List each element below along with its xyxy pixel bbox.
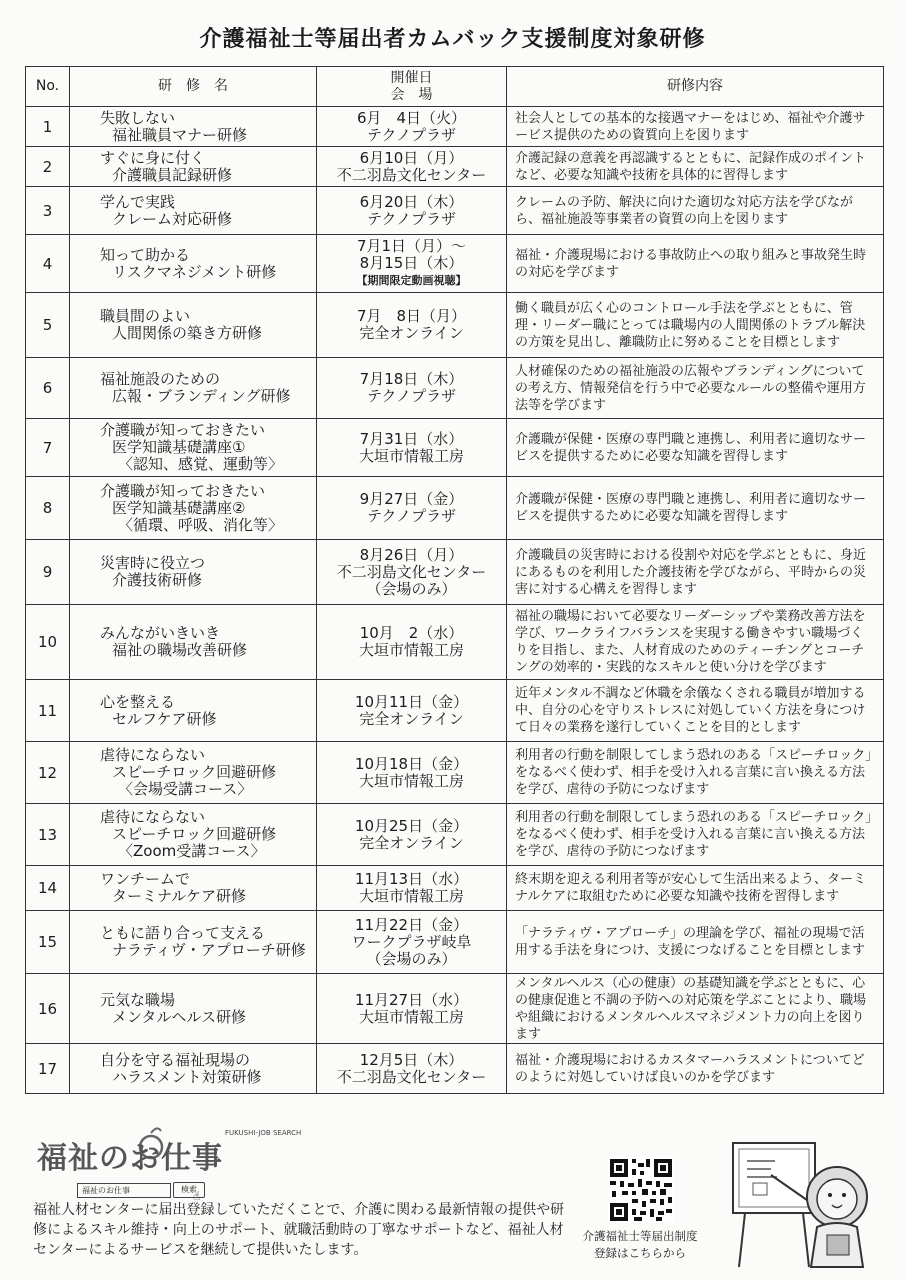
qr-code-icon [608,1157,674,1223]
date-venue [317,605,507,680]
header-date [317,67,507,107]
course-name [70,605,317,680]
footer-text: 福祉人材センターに届出登録していただくことで、介護に関わる最新情報の提供や研修によるスキル維持・向上のサポート、就職活動時の丁寧なサポートなど、福祉人材センターによるサービスを継続して提供いたします。 [33,1202,565,1258]
footer [25,1125,883,1275]
course-name-line-1: 失敗しない [100,108,176,127]
row-number: 1 [26,107,70,147]
course-name-line-1: 福祉施設のための [100,370,221,388]
course-name-line-1: 虐待にならない [100,808,206,826]
course-name-line-1: 職員間のよい [100,307,191,325]
course-date: 10月11日（金） [354,692,469,711]
course-date: 11月13日（水） [354,870,469,888]
course-date: 7月 8日（月） [356,307,467,325]
header-name: 研 修 名 [70,67,317,107]
course-name-line-3: 〈Zoom受講コース〉 [118,842,266,860]
course-name-line-2: スピーチロック回避研修 [112,825,277,843]
course-description: 利用者の行動を制限してしまう恐れのある「スピーチロック」をなるべく使わず、相手を受け入れる言葉に言い換える方法を学び、虐待の予防につなげます [507,742,884,804]
course-date: 6月 4日（火） [356,108,467,127]
row-number: 9 [26,540,70,605]
table-row [26,419,884,477]
course-description: 近年メンタル不調など休職を余儀なくされる職員が増加する中、自分の心を守りストレスに対処していく方法を身につけて日々の業務を遂行していくことを目的とします [507,680,884,742]
course-name-line-2: 人間関係の築き方研修 [112,324,263,342]
course-date: 11月22日（金） [354,915,469,934]
lion-mascot-icon [725,1135,873,1273]
table-header-row [26,67,884,107]
course-description: 利用者の行動を制限してしまう恐れのある「スピーチロック」をなるべく使わず、相手を受け入れる言葉に言い換える方法を学び、虐待の予防につなげます [507,804,884,866]
fukushi-logo: 福祉のお仕事 [37,1141,223,1176]
header-date-line: 開催日 [390,69,433,86]
course-venue-note: （会場のみ） [366,579,457,598]
course-name-line-2: スピーチロック回避研修 [112,763,277,781]
course-name-line-1: ワンチームで [100,870,191,888]
course-description: 終末期を迎える利用者等が安心して生活出来るよう、ターミナルケアに取組むために必要な知識や技術を習得します [507,866,884,911]
date-venue [317,107,507,147]
row-number: 12 [26,742,70,804]
course-name-line-2: 医学知識基礎講座① [112,438,246,456]
row-number: 8 [26,477,70,540]
logo-roman-text: FUKUSHI-JOB SEARCH [225,1129,302,1137]
course-name-line-2: 広報・ブランディング研修 [112,387,291,405]
course-date: 10月25日（金） [354,816,469,835]
course-name [70,419,317,477]
table-row [26,1044,884,1094]
course-description: 福祉・介護現場における事故防止への取り組みと事故発生時の対応を学びます [507,235,884,293]
course-date: 12月5日（木） [359,1050,464,1069]
course-name-line-2: メンタルヘルス研修 [112,1007,246,1026]
date-venue [317,187,507,235]
course-name-line-2: クレーム対応研修 [112,209,233,228]
document-title: 介護福祉士等届出者カムバック支援制度対象研修 [199,27,706,52]
table-row [26,293,884,358]
header-desc: 研修内容 [507,67,884,107]
course-name-line-2: 福祉職員マナー研修 [112,125,248,144]
course-name [70,293,317,358]
course-venue: 不二羽島文化センター [336,562,487,581]
course-venue: 完全オンライン [359,324,464,342]
row-number: 14 [26,866,70,911]
course-venue: 不二羽島文化センター [336,1067,487,1086]
course-date: 11月27日（水） [354,990,469,1009]
course-name [70,974,317,1044]
course-description: メンタルヘルス（心の健康）の基礎知識を学ぶとともに、心の健康促進と不調の予防への対応策を学ぶことにより、職場や組織におけるメンタルヘルスマネジメント力の向上を図ります [507,974,884,1044]
search-box: 福祉のお仕事 [77,1183,171,1198]
row-number: 17 [26,1044,70,1094]
course-description: クレームの予防、解決に向けた適切な対応方法を学びながら、福祉施設等事業者の資質の向上を図ります [507,187,884,235]
header-no: No. [26,67,70,107]
table-row [26,680,884,742]
course-venue: テクノプラザ [366,125,457,144]
table-row [26,187,884,235]
qr-caption [570,1228,710,1262]
header-venue-line: 会 場 [390,86,433,103]
date-venue [317,147,507,187]
course-name-line-1: みんながいきいき [100,624,221,642]
course-venue: 大垣市情報工房 [358,771,464,790]
date-venue [317,540,507,605]
date-venue [317,477,507,540]
course-date: 7月1日（月）～ [356,237,467,255]
table-row [26,235,884,293]
course-name-line-3: 〈循環、呼吸、消化等〉 [118,515,284,534]
date-venue [317,358,507,419]
row-number: 16 [26,974,70,1044]
course-name [70,742,317,804]
course-date: 6月10日（月） [359,148,464,167]
row-number: 6 [26,358,70,419]
course-description: 人材確保のための福祉施設の広報やブランディングについての考え方、情報発信を行う中で必要なルールの整備や運用方法等を学びます [507,358,884,419]
course-name-line-1: 介護職が知っておきたい [100,481,266,500]
course-name [70,540,317,605]
course-name-line-2: 介護技術研修 [112,571,203,589]
course-name-line-2: リスクマネジメント研修 [112,262,277,281]
row-number: 3 [26,187,70,235]
search-button: 検索 [173,1182,205,1198]
course-description: 「ナラティヴ・アプローチ」の理論を学び、福祉の現場で活用する手法を身につけ、支援につなげることを目標とします [507,911,884,974]
table-row [26,358,884,419]
course-name [70,235,317,293]
date-venue [317,804,507,866]
table-row [26,477,884,540]
row-number: 5 [26,293,70,358]
course-name-line-2: 介護職員記録研修 [112,165,233,184]
course-venue-note: （会場のみ） [366,949,457,968]
course-name-line-3: 〈認知、感覚、運動等〉 [118,455,284,473]
course-date-end: 8月15日（木） [359,254,464,272]
table-row [26,911,884,974]
course-venue: 完全オンライン [359,709,464,728]
qr-caption-line-2: 登録はこちらから [594,1246,686,1260]
row-number: 15 [26,911,70,974]
course-description: 福祉・介護現場におけるカスタマーハラスメントについてどのように対処していけば良いのかを学びます [507,1044,884,1094]
course-venue: 大垣市情報工房 [358,641,464,659]
course-name [70,911,317,974]
course-name-line-1: 介護職が知っておきたい [100,421,266,439]
course-description: 介護職が保健・医療の専門職と連携し、利用者に適切なサービスを提供するために必要な知識を習得します [507,419,884,477]
row-number: 10 [26,605,70,680]
course-venue: テクノプラザ [366,387,457,405]
table-row [26,605,884,680]
date-venue [317,419,507,477]
course-name-line-2: セルフケア研修 [112,709,217,728]
course-name-line-2: ハラスメント対策研修 [112,1067,262,1086]
course-name [70,147,317,187]
date-venue [317,1044,507,1094]
table-row [26,866,884,911]
course-name-line-1: ともに語り合って支える [100,924,266,942]
course-description: 社会人としての基本的な接遇マナーをはじめ、福祉や介護サービス提供のための資質向上を図ります [507,107,884,147]
course-description: 介護職員の災害時における役割や対応を学ぶとともに、身近にあるものを利用した介護技術を学びながら、平時からの災害に対する心構えを習得します [507,540,884,605]
course-name-line-1: 学んで実践 [100,192,176,211]
course-venue: 大垣市情報工房 [358,1007,464,1026]
course-name [70,107,317,147]
row-number: 13 [26,804,70,866]
course-name-line-1: 虐待にならない [100,746,206,764]
row-number: 7 [26,419,70,477]
hand-cursor-icon: ☝ [193,1189,201,1203]
course-name-line-1: 元気な職場 [100,990,176,1009]
course-date: 6月20日（木） [359,192,464,211]
table-row [26,742,884,804]
course-description: 介護職が保健・医療の専門職と連携し、利用者に適切なサービスを提供するために必要な知識を習得します [507,477,884,540]
date-venue [317,911,507,974]
date-venue [317,235,507,293]
row-number: 4 [26,235,70,293]
date-venue [317,742,507,804]
row-number: 2 [26,147,70,187]
course-name [70,804,317,866]
course-date: 9月27日（金） [359,490,464,508]
table-row [26,974,884,1044]
course-name-line-2: ナラティヴ・アプローチ研修 [112,941,306,959]
date-venue [317,680,507,742]
table-row [26,107,884,147]
course-name-line-2: 医学知識基礎講座② [112,498,246,517]
date-venue [317,293,507,358]
course-name-line-3: 〈会場受講コース〉 [118,780,253,798]
table-row [26,147,884,187]
course-date: 7月18日（木） [359,370,464,388]
date-venue [317,974,507,1044]
course-name [70,1044,317,1094]
course-name [70,477,317,540]
course-name-line-1: すぐに身に付く [100,148,206,167]
table-row [26,540,884,605]
training-table [25,66,884,1094]
course-date: 8月26日（月） [359,545,464,564]
course-venue: ワークプラザ岐阜 [351,932,472,951]
row-number: 11 [26,680,70,742]
course-note: 【期間限定動画視聴】 [356,274,467,287]
course-venue: テクノプラザ [366,209,457,228]
course-name [70,187,317,235]
course-name-line-1: 心を整える [100,692,176,711]
table-row [26,804,884,866]
date-venue [317,866,507,911]
course-description: 働く職員が広く心のコントロール手法を学ぶとともに、管理・リーダー職にとっては職場内の人間関係のトラブル解決の方策を見出し、離職防止に努めることを目標とします [507,293,884,358]
course-venue: 大垣市情報工房 [358,446,464,465]
course-date: 7月31日（水） [359,429,464,448]
course-venue: 不二羽島文化センター [336,165,487,184]
course-name-line-2: 福祉の職場改善研修 [112,641,248,659]
course-description: 福祉の職場において必要なリーダーシップや業務改善方法を学び、ワークライフバランスを実現する働きやすい職場づくりを目指し、また、人材育成のためのティーチングとコーチングの効率的・実践的なスキルと使い分けを学びます [507,605,884,680]
course-venue: 大垣市情報工房 [358,887,464,905]
course-name-line-1: 災害時に役立つ [100,554,206,572]
course-name [70,358,317,419]
course-description: 介護記録の意義を再認識するとともに、記録作成のポイントなど、必要な知識や技術を具体的に習得します [507,147,884,187]
course-date: 10月 2（水） [359,624,464,642]
course-name-line-1: 知って助かる [100,245,191,264]
course-name-line-2: ターミナルケア研修 [112,887,246,905]
course-venue: テクノプラザ [366,507,457,525]
course-name [70,866,317,911]
course-date: 10月18日（金） [354,754,469,773]
course-name-line-1: 自分を守る福祉現場の [100,1050,251,1069]
course-name [70,680,317,742]
qr-caption-line-1: 介護福祉士等届出制度 [582,1229,698,1243]
course-venue: 完全オンライン [359,833,464,852]
